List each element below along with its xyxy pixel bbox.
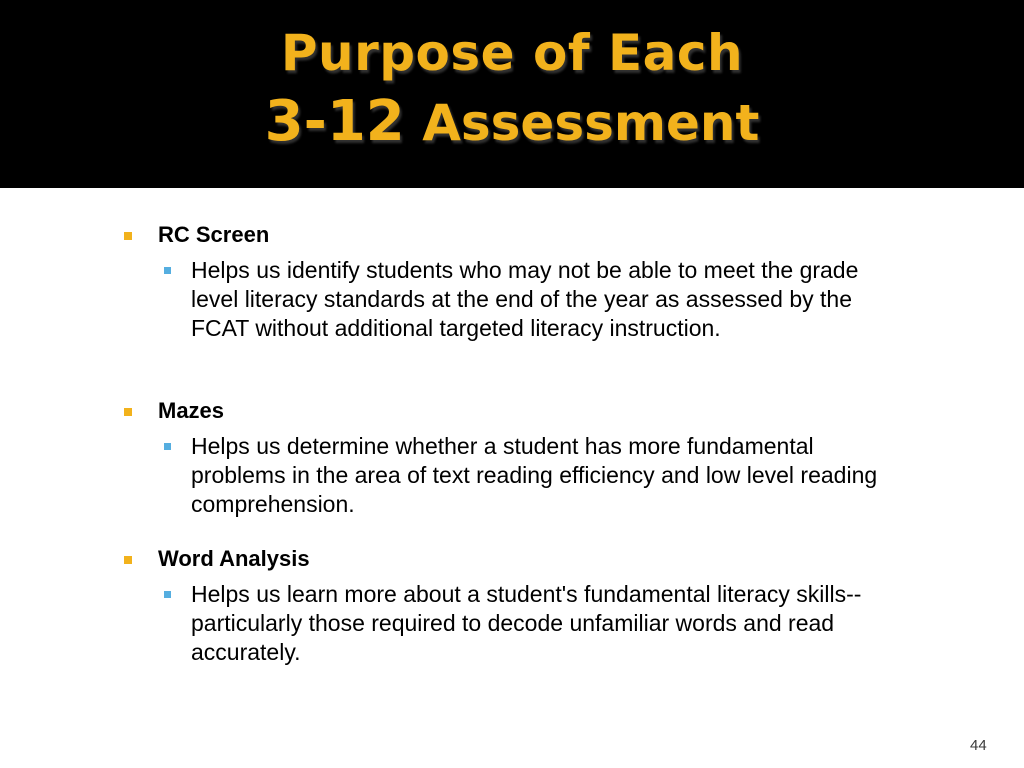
item-description: Helps us determine whether a student has more fundamental problems in the area of text reading efficiency and low level reading comprehension. — [191, 433, 878, 517]
square-bullet-icon — [124, 232, 132, 240]
slide-title — [0, 22, 1024, 161]
item-description: Helps us identify students who may not be able to meet the grade level literacy standards at the end of the year as assessed by the FCAT without additional targeted literacy instruction. — [191, 257, 859, 341]
square-sub-bullet-icon — [164, 267, 171, 274]
square-bullet-icon — [124, 556, 132, 564]
title-number: 3-12 — [264, 89, 405, 154]
title-line-2 — [0, 84, 1024, 161]
page-number: 44 — [970, 737, 987, 754]
square-sub-bullet-icon — [164, 591, 171, 598]
item-heading: RC Screen — [158, 222, 270, 247]
item-description: Helps us learn more about a student's fundamental literacy skills--particularly those required to decode unfamiliar words and read accurately. — [191, 581, 862, 665]
title-word: Assessment — [422, 94, 760, 152]
title-line-1: Purpose of Each — [280, 24, 744, 82]
square-sub-bullet-icon — [164, 443, 171, 450]
item-heading: Mazes — [158, 398, 225, 423]
square-bullet-icon — [124, 408, 132, 416]
item-heading: Word Analysis — [158, 546, 310, 571]
